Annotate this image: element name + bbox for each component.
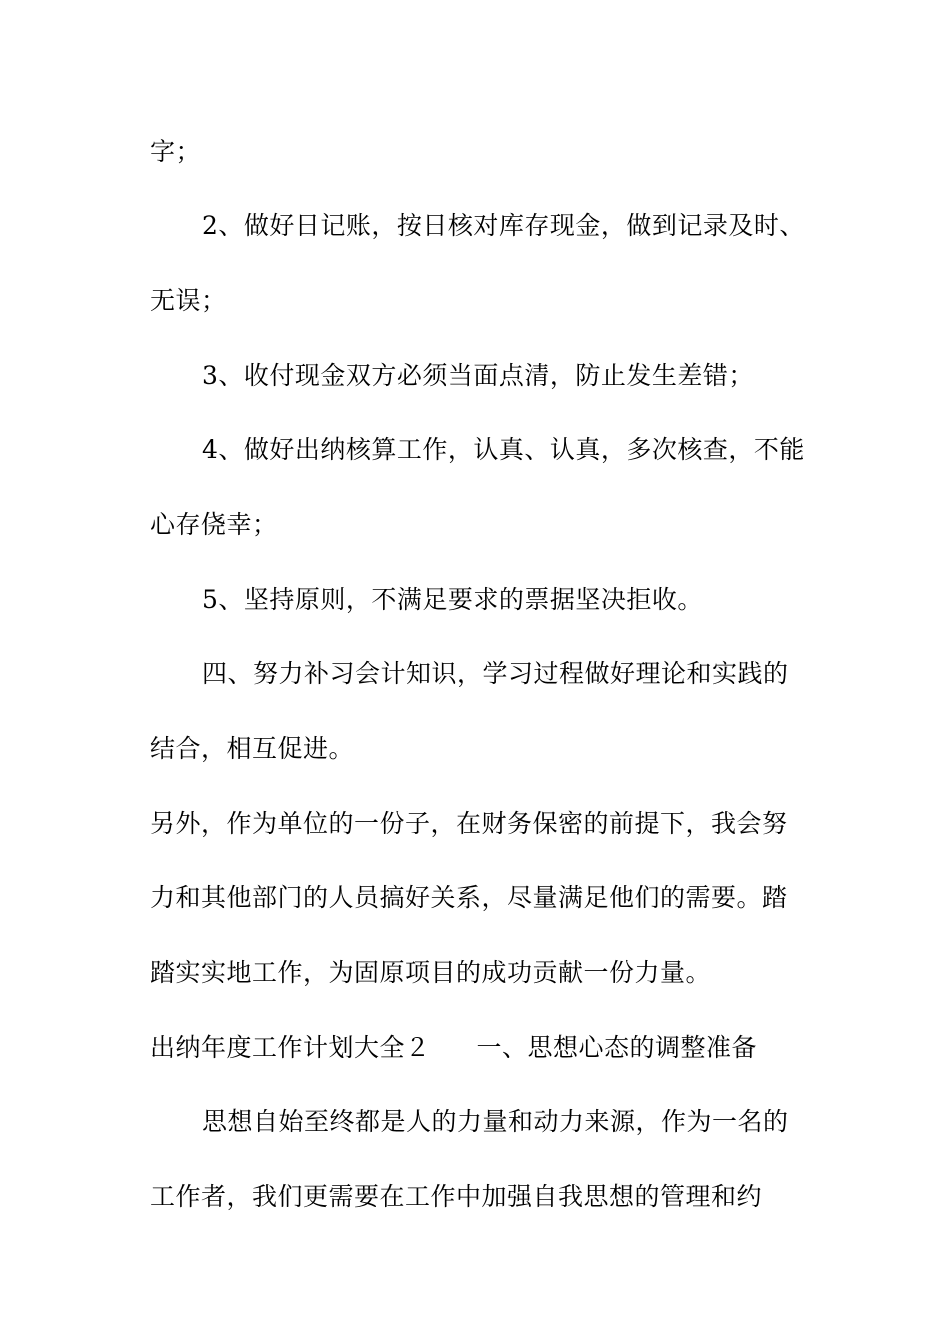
text-line: 5、坚持原则，不满足要求的票据坚决拒收。 [202,585,703,614]
heading-title: 出纳年度工作计划大全２ [150,1033,431,1062]
text-line: 结合，相互促进。 [150,734,355,763]
section-heading [150,1033,757,1063]
text-line: 心存侥幸； [150,510,278,539]
text-line: 四、努力补习会计知识，学习过程做好理论和实践的 [202,659,789,688]
text-line: 力和其他部门的人员搞好关系，尽量满足他们的需要。踏 [150,883,788,912]
text-line: 2、做好日记账，按日核对库存现金，做到记录及时、 [202,211,805,240]
text-line: 踏实实地工作，为固原项目的成功贡献一份力量。 [150,958,712,987]
text-line: 思想自始至终都是人的力量和动力来源，作为一名的 [202,1107,789,1136]
text-line: 无误； [150,286,227,315]
text-line: 4、做好出纳核算工作，认真、认真，多次核查，不能 [202,435,805,464]
text-line: 工作者，我们更需要在工作中加强自我思想的管理和约 [150,1182,763,1211]
text-line: 另外，作为单位的一份子，在财务保密的前提下，我会努 [150,809,788,838]
text-line: 3、收付现金双方必须当面点清，防止发生差错； [202,361,754,390]
heading-section: 一、思想心态的调整准备 [476,1033,758,1062]
text-line: 字； [150,137,202,166]
